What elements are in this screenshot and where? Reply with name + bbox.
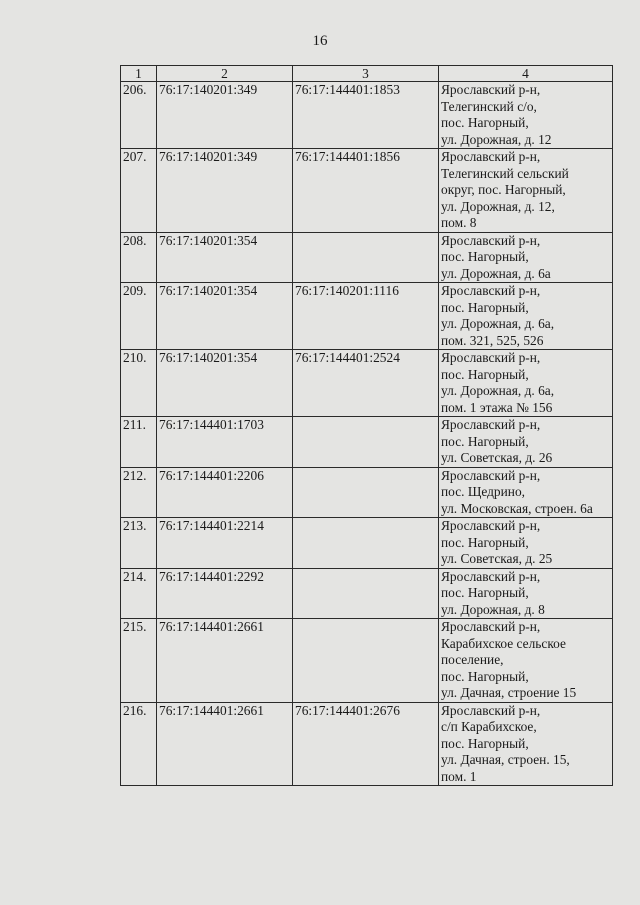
table-body	[121, 82, 613, 786]
address-line: ул. Дачная, строение 15	[441, 685, 577, 700]
row-number: 213.	[121, 518, 157, 569]
object-cadastral-number	[293, 518, 439, 569]
column-header-4: 4	[439, 66, 613, 82]
address-cell	[439, 350, 613, 417]
parcel-cadastral-number: 76:17:140201:354	[157, 283, 293, 350]
address-line: пос. Нагорный,	[441, 668, 529, 684]
address-line: Ярославский р-н,	[441, 518, 541, 533]
table-row	[121, 232, 613, 283]
address-line: Телегинский сельский	[441, 165, 569, 181]
address-line: Ярославский р-н,	[441, 82, 541, 97]
row-number: 207.	[121, 149, 157, 233]
row-number: 216.	[121, 702, 157, 786]
row-number: 206.	[121, 82, 157, 149]
address-cell	[439, 149, 613, 233]
table-row	[121, 702, 613, 786]
parcel-cadastral-number: 76:17:144401:2661	[157, 619, 293, 703]
address-line: ул. Московская, строен. 6а	[441, 500, 593, 516]
address-cell	[439, 568, 613, 619]
address-line: пос. Щедрино,	[441, 484, 525, 499]
address-line: Карабихское сельское	[441, 635, 566, 651]
address-line: пос. Нагорный,	[441, 433, 529, 449]
object-cadastral-number	[293, 417, 439, 468]
table-row	[121, 82, 613, 149]
header-row	[121, 66, 613, 82]
object-cadastral-number: 76:17:144401:2524	[293, 350, 439, 417]
address-line: пос. Нагорный,	[441, 366, 529, 382]
parcel-cadastral-number: 76:17:144401:2206	[157, 467, 293, 518]
row-number: 211.	[121, 417, 157, 468]
parcel-cadastral-number: 76:17:140201:354	[157, 232, 293, 283]
address-line: ул. Дорожная, д. 12,	[441, 198, 555, 214]
object-cadastral-number	[293, 619, 439, 703]
registry-table	[120, 65, 613, 786]
address-line: ул. Дорожная, д. 12	[441, 131, 552, 147]
object-cadastral-number: 76:17:144401:1853	[293, 82, 439, 149]
object-cadastral-number: 76:17:140201:1116	[293, 283, 439, 350]
row-number: 214.	[121, 568, 157, 619]
object-cadastral-number: 76:17:144401:2676	[293, 702, 439, 786]
column-header-2: 2	[157, 66, 293, 82]
address-cell	[439, 82, 613, 149]
table-row	[121, 568, 613, 619]
address-line: Ярославский р-н,	[441, 232, 541, 248]
parcel-cadastral-number: 76:17:140201:354	[157, 350, 293, 417]
address-line: ул. Дорожная, д. 6а,	[441, 316, 555, 331]
address-line: пос. Нагорный,	[441, 735, 529, 751]
address-line: пом. 8	[441, 215, 477, 230]
parcel-cadastral-number: 76:17:144401:2661	[157, 702, 293, 786]
address-line: пос. Нагорный,	[441, 299, 529, 315]
column-header-1: 1	[121, 66, 157, 82]
parcel-cadastral-number: 76:17:144401:2214	[157, 518, 293, 569]
address-line: Ярославский р-н,	[441, 283, 541, 298]
address-line: пос. Нагорный,	[441, 249, 529, 264]
table-row	[121, 417, 613, 468]
address-line: Ярославский р-н,	[441, 350, 541, 365]
address-cell	[439, 619, 613, 703]
table-row	[121, 350, 613, 417]
page-number: 16	[312, 33, 328, 49]
address-cell	[439, 702, 613, 786]
address-line: ул. Дорожная, д. 6а,	[441, 383, 555, 398]
parcel-cadastral-number: 76:17:144401:1703	[157, 417, 293, 468]
row-number: 210.	[121, 350, 157, 417]
address-line: ул. Дорожная, д. 8	[441, 601, 545, 617]
address-line: Ярославский р-н,	[441, 702, 541, 718]
address-cell	[439, 417, 613, 468]
address-cell	[439, 232, 613, 283]
address-line: Ярославский р-н,	[441, 417, 541, 432]
parcel-cadastral-number: 76:17:140201:349	[157, 149, 293, 233]
address-line: ул. Дорожная, д. 6а	[441, 265, 551, 281]
row-number: 209.	[121, 283, 157, 350]
address-line: Ярославский р-н,	[441, 568, 541, 584]
address-line: ул. Советская, д. 25	[441, 551, 553, 566]
address-line: с/п Карабихское,	[441, 719, 537, 734]
parcel-cadastral-number: 76:17:140201:349	[157, 82, 293, 149]
address-line: пос. Нагорный,	[441, 115, 529, 130]
table-row	[121, 467, 613, 518]
column-header-3: 3	[293, 66, 439, 82]
address-line: ул. Дачная, строен. 15,	[441, 752, 570, 767]
address-line: округ, пос. Нагорный,	[441, 182, 566, 197]
address-line: пос. Нагорный,	[441, 534, 529, 550]
table-row	[121, 518, 613, 569]
table-row	[121, 283, 613, 350]
address-line: пом. 321, 525, 526	[441, 332, 544, 348]
object-cadastral-number	[293, 232, 439, 283]
address-line: Ярославский р-н,	[441, 467, 541, 483]
address-cell	[439, 467, 613, 518]
row-number: 208.	[121, 232, 157, 283]
address-cell	[439, 518, 613, 569]
parcel-cadastral-number: 76:17:144401:2292	[157, 568, 293, 619]
object-cadastral-number	[293, 467, 439, 518]
address-line: Ярославский р-н,	[441, 619, 541, 634]
address-cell	[439, 283, 613, 350]
object-cadastral-number: 76:17:144401:1856	[293, 149, 439, 233]
address-line: Телегинский с/о,	[441, 98, 537, 114]
address-line: пос. Нагорный,	[441, 585, 529, 600]
address-line: Ярославский р-н,	[441, 149, 541, 164]
address-line: поселение,	[441, 652, 504, 667]
address-line: ул. Советская, д. 26	[441, 450, 553, 465]
row-number: 215.	[121, 619, 157, 703]
table-row	[121, 149, 613, 233]
object-cadastral-number	[293, 568, 439, 619]
table-row	[121, 619, 613, 703]
row-number: 212.	[121, 467, 157, 518]
address-line: пом. 1	[441, 768, 477, 784]
address-line: пом. 1 этажа № 156	[441, 399, 553, 415]
